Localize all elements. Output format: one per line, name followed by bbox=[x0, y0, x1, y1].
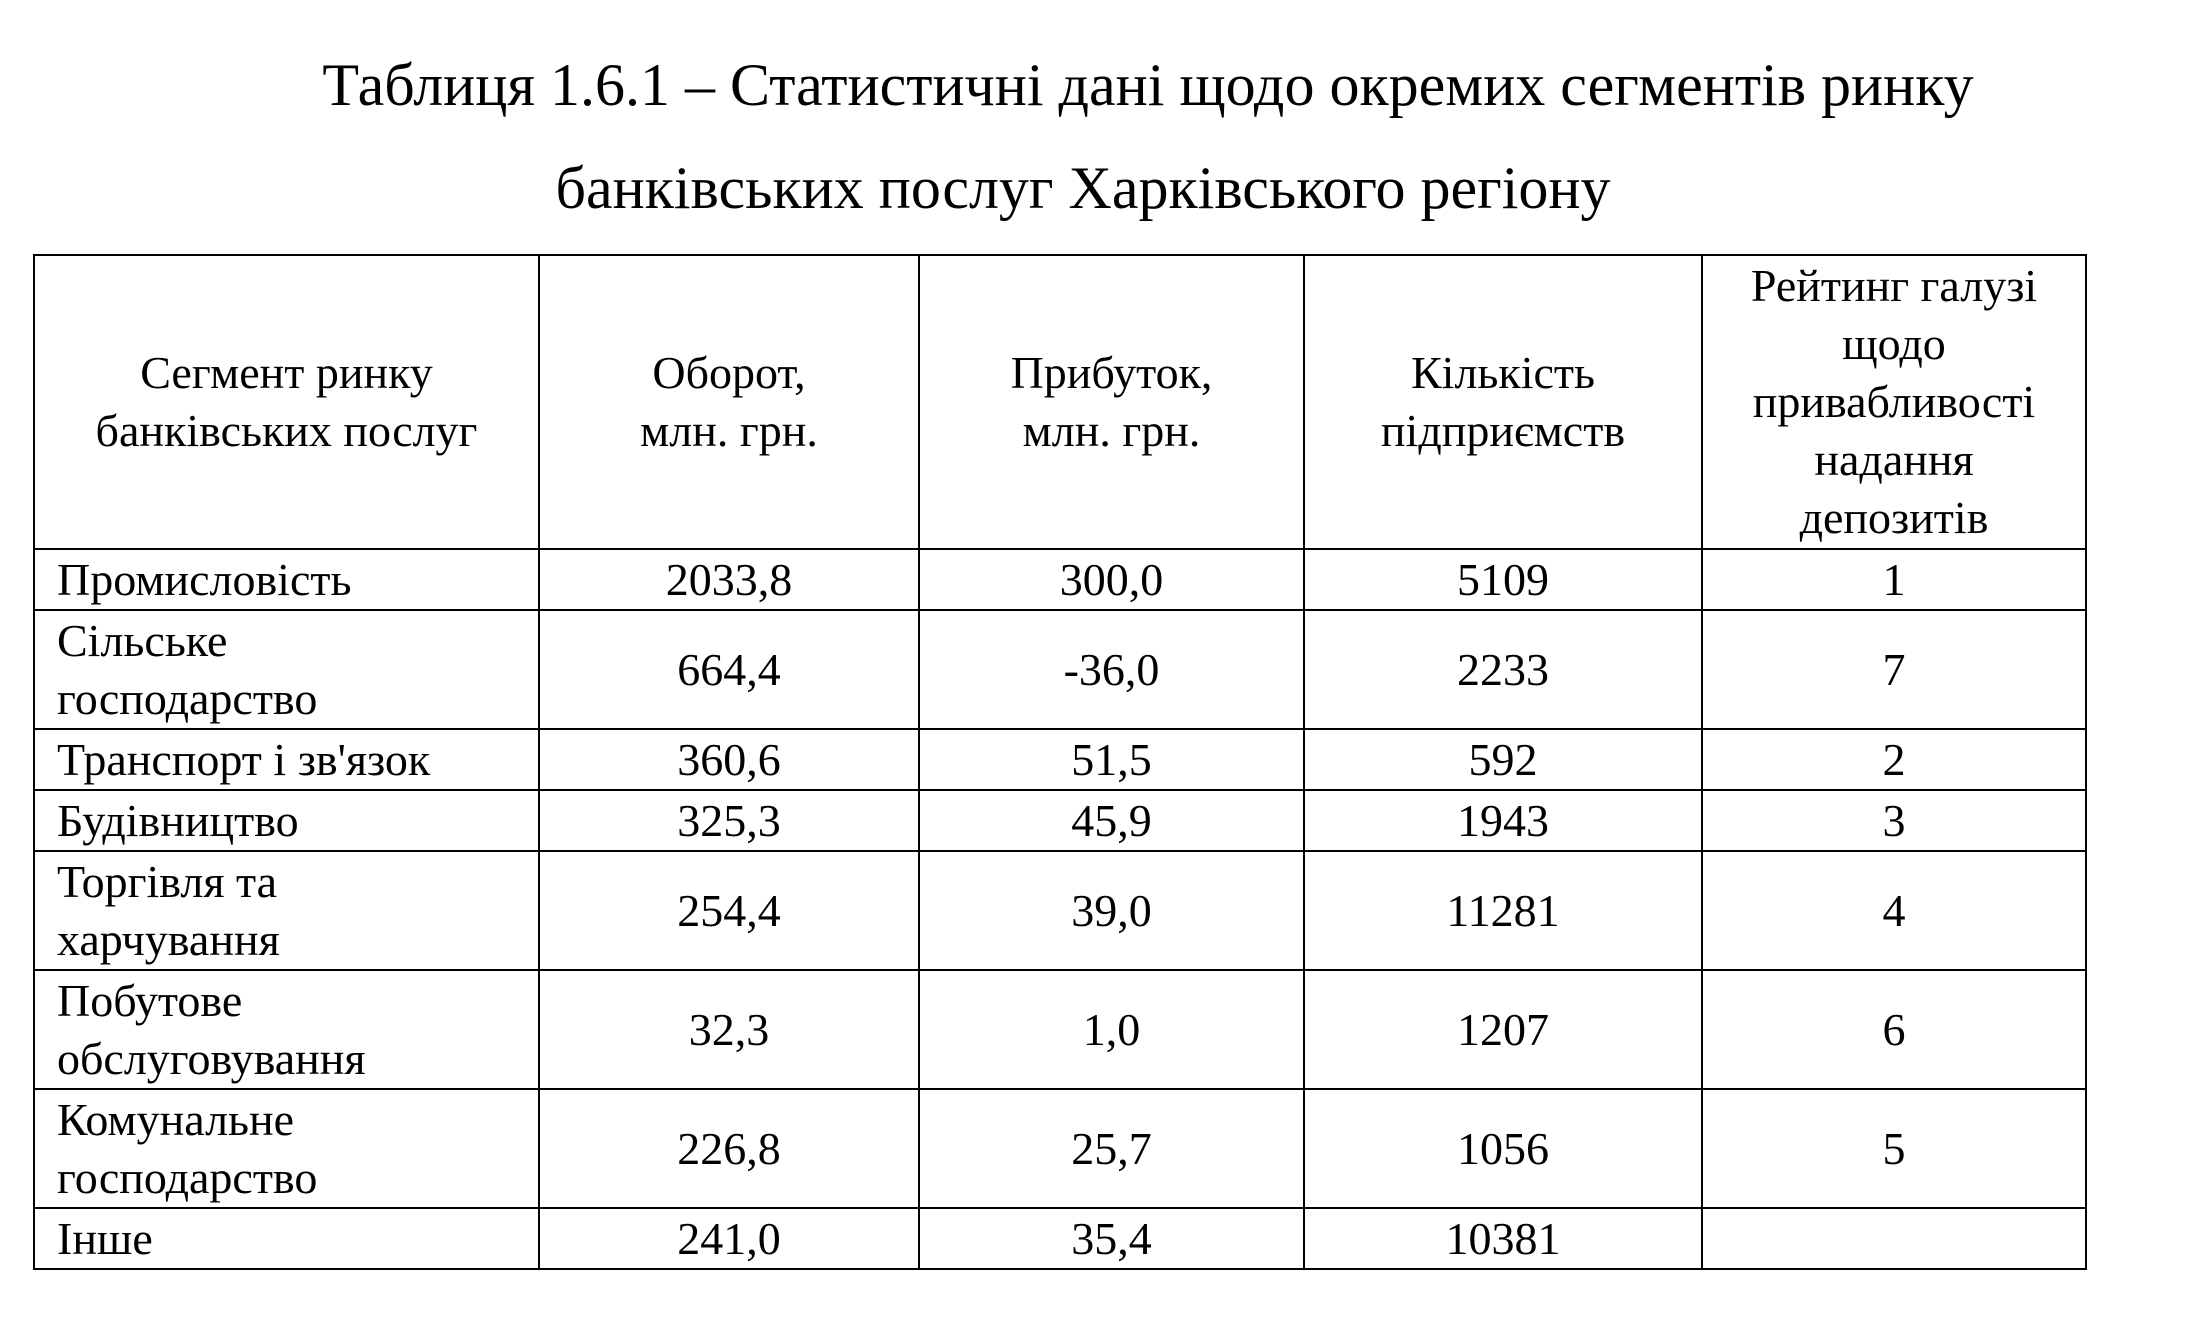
table-row bbox=[34, 549, 2086, 610]
cell-turnover: 226,8 bbox=[539, 1089, 919, 1208]
cell-enterprises: 2233 bbox=[1304, 610, 1702, 729]
table-row bbox=[34, 851, 2086, 970]
cell-segment: Торгівля та харчування bbox=[34, 851, 539, 970]
cell-profit: 39,0 bbox=[919, 851, 1304, 970]
cell-enterprises: 10381 bbox=[1304, 1208, 1702, 1269]
cell-rating bbox=[1702, 1208, 2086, 1269]
table-row bbox=[34, 1089, 2086, 1208]
cell-profit: 51,5 bbox=[919, 729, 1304, 790]
cell-segment: Транспорт і зв'язок bbox=[34, 729, 539, 790]
cell-turnover: 241,0 bbox=[539, 1208, 919, 1269]
header-rating: Рейтинг галузі щодо привабливості надання депозитів bbox=[1702, 255, 2086, 549]
cell-profit: 45,9 bbox=[919, 790, 1304, 851]
cell-profit: 300,0 bbox=[919, 549, 1304, 610]
cell-rating: 4 bbox=[1702, 851, 2086, 970]
cell-segment: Промисловість bbox=[34, 549, 539, 610]
cell-profit: -36,0 bbox=[919, 610, 1304, 729]
cell-enterprises: 592 bbox=[1304, 729, 1702, 790]
table-row bbox=[34, 1208, 2086, 1269]
cell-rating: 3 bbox=[1702, 790, 2086, 851]
cell-enterprises: 1056 bbox=[1304, 1089, 1702, 1208]
cell-turnover: 664,4 bbox=[539, 610, 919, 729]
cell-rating: 1 bbox=[1702, 549, 2086, 610]
table-row bbox=[34, 790, 2086, 851]
cell-turnover: 254,4 bbox=[539, 851, 919, 970]
cell-profit: 1,0 bbox=[919, 970, 1304, 1089]
cell-segment: Побутове обслуговування bbox=[34, 970, 539, 1089]
header-profit: Прибуток, млн. грн. bbox=[919, 255, 1304, 549]
cell-segment: Будівництво bbox=[34, 790, 539, 851]
table-caption-line-1: Таблиця 1.6.1 – Статистичні дані щодо окремих сегментів ринку bbox=[322, 52, 1974, 118]
cell-rating: 5 bbox=[1702, 1089, 2086, 1208]
cell-rating: 2 bbox=[1702, 729, 2086, 790]
cell-turnover: 360,6 bbox=[539, 729, 919, 790]
cell-segment: Сільське господарство bbox=[34, 610, 539, 729]
table-header-row bbox=[34, 255, 2086, 549]
cell-profit: 35,4 bbox=[919, 1208, 1304, 1269]
cell-enterprises: 11281 bbox=[1304, 851, 1702, 970]
header-enterprises: Кількість підприємств bbox=[1304, 255, 1702, 549]
cell-segment: Інше bbox=[34, 1208, 539, 1269]
header-segment: Сегмент ринку банківських послуг bbox=[34, 255, 539, 549]
cell-enterprises: 1943 bbox=[1304, 790, 1702, 851]
cell-profit: 25,7 bbox=[919, 1089, 1304, 1208]
cell-rating: 7 bbox=[1702, 610, 2086, 729]
cell-enterprises: 1207 bbox=[1304, 970, 1702, 1089]
cell-segment: Комунальне господарство bbox=[34, 1089, 539, 1208]
header-turnover: Оборот, млн. грн. bbox=[539, 255, 919, 549]
cell-rating: 6 bbox=[1702, 970, 2086, 1089]
table-row bbox=[34, 729, 2086, 790]
table-caption-line-2: банківських послуг Харківського регіону bbox=[555, 155, 1611, 221]
table-row bbox=[34, 970, 2086, 1089]
cell-turnover: 32,3 bbox=[539, 970, 919, 1089]
table-row bbox=[34, 610, 2086, 729]
statistics-table bbox=[33, 254, 2087, 1270]
cell-enterprises: 5109 bbox=[1304, 549, 1702, 610]
cell-turnover: 2033,8 bbox=[539, 549, 919, 610]
cell-turnover: 325,3 bbox=[539, 790, 919, 851]
